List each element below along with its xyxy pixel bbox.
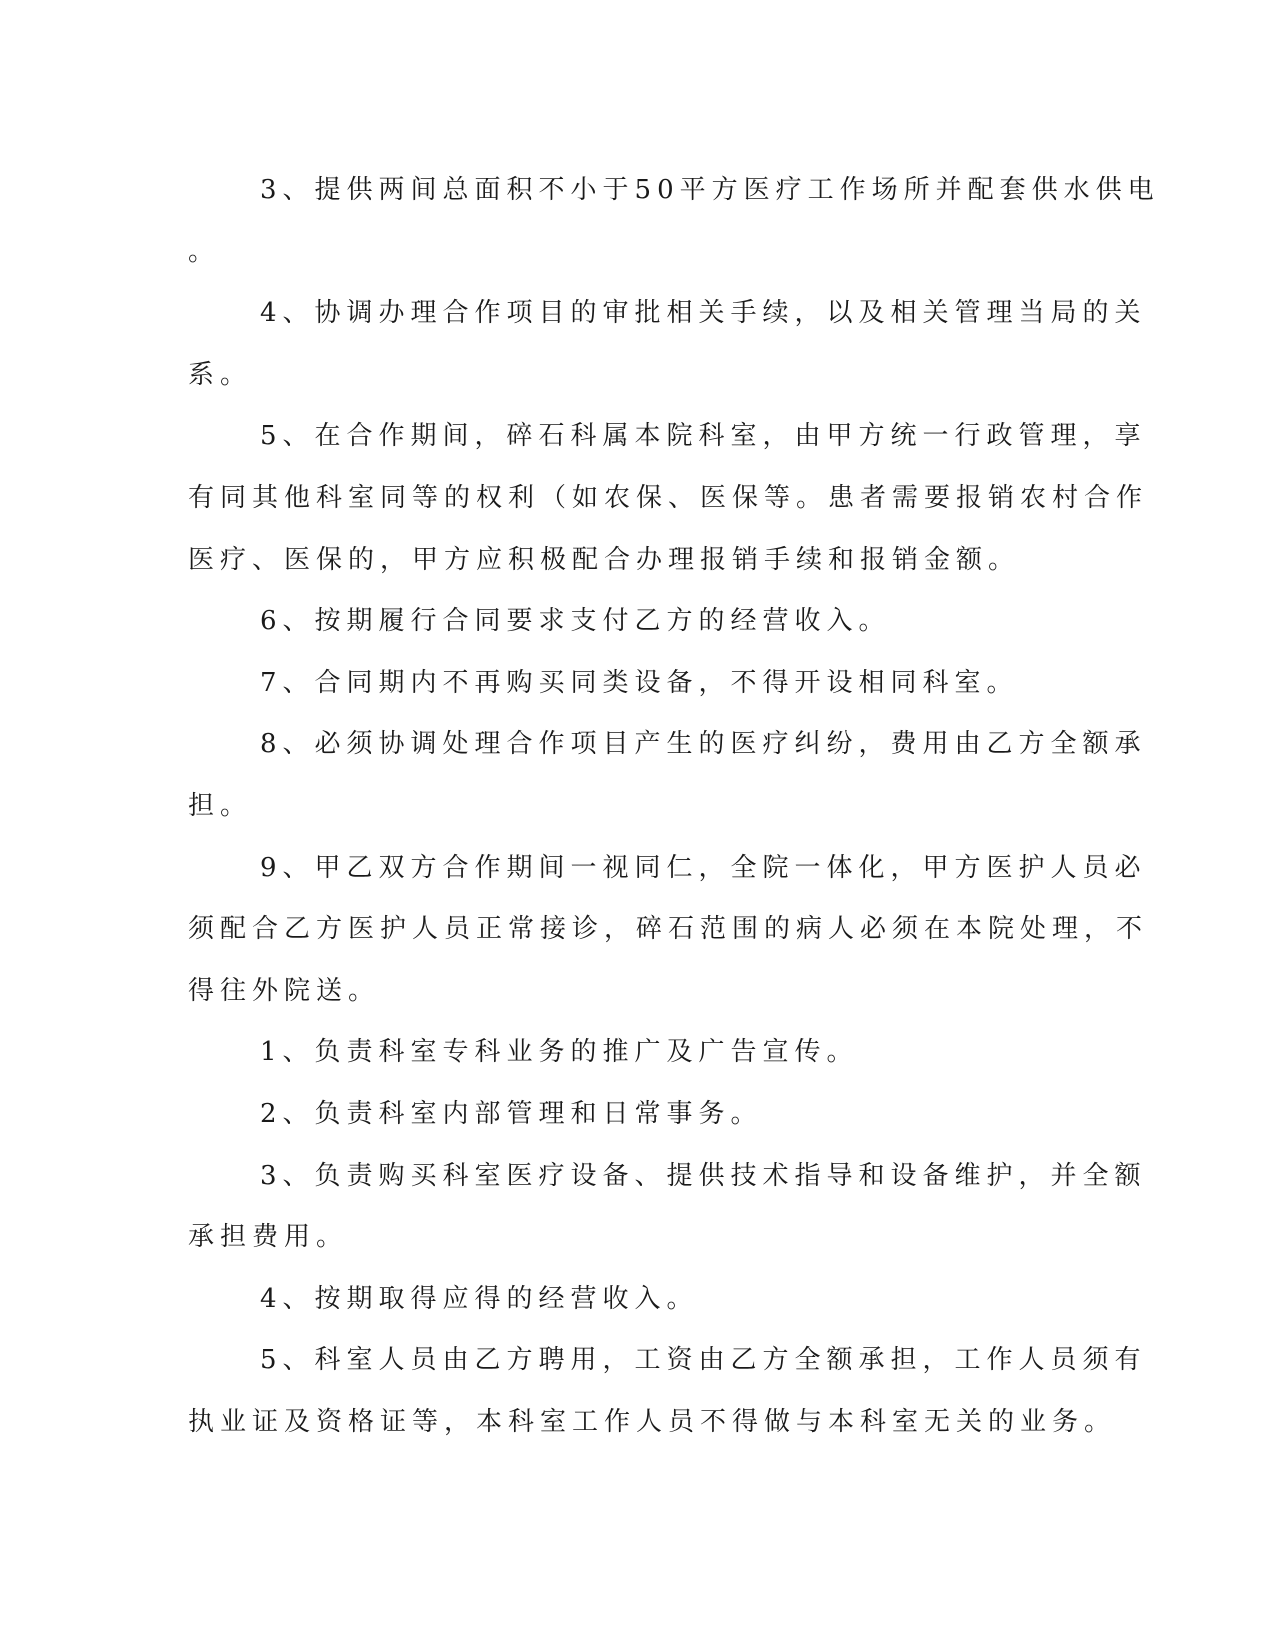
paragraph-line: 5、科室人员由乙方聘用，工资由乙方全额承担，工作人员须有 [260, 1345, 1147, 1376]
document-body [188, 160, 1160, 1453]
paragraph-line: 8、必须协调处理合作项目产生的医疗纠纷，费用由乙方全额承 [260, 729, 1147, 760]
paragraph-line: 4、协调办理合作项目的审批相关手续，以及相关管理当局的关 [260, 298, 1147, 329]
paragraph-line: 3、提供两间总面积不小于50平方医疗工作场所并配套供水供电 [260, 175, 1160, 205]
paragraph-line: 执业证及资格证等，本科室工作人员不得做与本科室无关的业务。 [188, 1406, 1117, 1437]
paragraph-line: 6、按期履行合同要求支付乙方的经营收入。 [260, 606, 891, 637]
paragraph-line: 7、合同期内不再购买同类设备，不得开设相同科室。 [260, 667, 1019, 698]
paragraph-line: 得往外院送。 [188, 975, 381, 1006]
paragraph-line: 2、负责科室内部管理和日常事务。 [260, 1098, 763, 1129]
paragraph-line: 承担费用。 [188, 1222, 349, 1253]
paragraph-line: 1、负责科室专科业务的推广及广告宣传。 [260, 1037, 859, 1068]
paragraph-line: 4、按期取得应得的经营收入。 [260, 1283, 699, 1314]
paragraph-line: 3、负责购买科室医疗设备、提供技术指导和设备维护，并全额 [260, 1160, 1147, 1191]
paragraph-line: 系。 [188, 359, 253, 390]
paragraph-line: 9、甲乙双方合作期间一视同仁，全院一体化，甲方医护人员必 [260, 852, 1147, 883]
paragraph-line: 有同其他科室同等的权利（如农保、医保等。患者需要报销农村合作 [188, 482, 1149, 513]
paragraph-line: 。 [188, 236, 221, 267]
paragraph-line: 须配合乙方医护人员正常接诊，碎石范围的病人必须在本院处理，不 [188, 914, 1149, 945]
paragraph-line: 医疗、医保的，甲方应积极配合办理报销手续和报销金额。 [188, 544, 1021, 575]
paragraph-line: 5、在合作期间，碎石科属本院科室，由甲方统一行政管理，享 [260, 421, 1147, 452]
paragraph-line: 担。 [188, 790, 253, 821]
